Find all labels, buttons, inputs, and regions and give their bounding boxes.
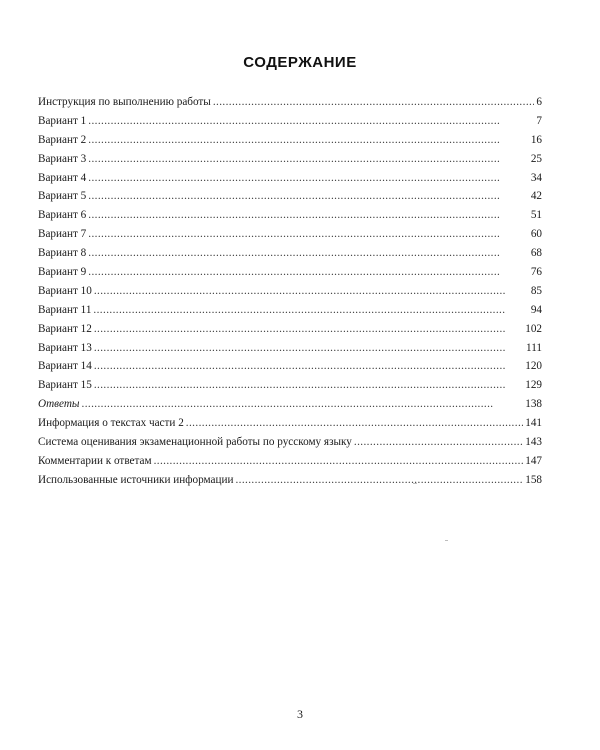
toc-entry-label: Вариант 3 <box>38 152 87 165</box>
toc-entry-label: Вариант 2 <box>38 133 87 146</box>
toc-entry-page: 129 <box>525 379 542 392</box>
toc-entry-label: Вариант 11 <box>38 303 92 316</box>
toc-entry-page: 68 <box>530 247 542 260</box>
toc-entry-page: 120 <box>525 360 542 373</box>
toc-entry-page: 51 <box>530 209 542 222</box>
toc-dot-leader <box>235 471 523 490</box>
toc-entry-page: 60 <box>530 228 542 241</box>
toc-entry-page: 102 <box>525 322 542 335</box>
toc-entry <box>38 244 542 263</box>
toc-entry-page: 141 <box>525 417 542 430</box>
toc-dot-leader <box>94 282 529 301</box>
toc-entry-page: 143 <box>525 436 542 449</box>
toc-dot-leader <box>93 301 528 320</box>
toc-entry <box>38 471 542 490</box>
toc-entry-page: 16 <box>530 133 542 146</box>
toc-entry-label: Вариант 4 <box>38 171 87 184</box>
toc-entry-page: 42 <box>530 190 542 203</box>
toc-dot-leader <box>94 357 523 376</box>
toc-entry-page: 85 <box>530 284 542 297</box>
toc-dot-leader <box>94 320 523 339</box>
toc-entry <box>38 414 542 433</box>
toc-entry <box>38 93 542 112</box>
toc-entry-label: Ответы <box>38 398 80 411</box>
toc-entry-label: Комментарии к ответам <box>38 454 152 467</box>
table-of-contents <box>38 93 542 490</box>
toc-entry-page: 7 <box>536 114 542 127</box>
toc-dot-leader <box>354 433 523 452</box>
toc-entry <box>38 301 542 320</box>
toc-entry-label: Вариант 14 <box>38 360 92 373</box>
toc-dot-leader <box>88 169 529 188</box>
toc-entry-page: 6 <box>536 96 542 108</box>
scan-speck <box>445 540 448 541</box>
toc-entry-label: Вариант 7 <box>38 228 87 241</box>
toc-entry-label: Вариант 1 <box>38 114 87 127</box>
page-title: СОДЕРЖАНИЕ <box>243 54 357 71</box>
toc-entry-page: 158 <box>525 473 542 486</box>
toc-entry-label: Вариант 15 <box>38 379 92 392</box>
toc-dot-leader <box>186 414 523 433</box>
toc-entry-page: 138 <box>525 398 542 411</box>
toc-dot-leader <box>88 244 529 263</box>
toc-dot-leader <box>82 395 524 414</box>
toc-entry-label: Использованные источники информации <box>38 473 234 486</box>
toc-entry-label: Информация о текстах части 2 <box>38 417 184 430</box>
toc-entry-label: Вариант 10 <box>38 284 92 297</box>
toc-entry-label: Система оценивания экзаменационной работы по русскому языку <box>38 436 352 449</box>
toc-entry-page: 76 <box>530 266 542 279</box>
toc-entry-label: Вариант 8 <box>38 247 87 260</box>
toc-entry-label: Вариант 13 <box>38 341 92 354</box>
toc-dot-leader <box>213 93 535 112</box>
toc-entry <box>38 225 542 244</box>
toc-dot-leader <box>88 206 529 225</box>
toc-entry <box>38 395 542 414</box>
toc-dot-leader <box>94 376 523 395</box>
toc-entry <box>38 376 542 395</box>
toc-entry-label: Вариант 12 <box>38 322 92 335</box>
toc-entry <box>38 282 542 301</box>
toc-dot-leader <box>88 131 529 150</box>
toc-entry <box>38 320 542 339</box>
toc-entry-label: Вариант 9 <box>38 266 87 279</box>
toc-entry <box>38 339 542 358</box>
toc-dot-leader <box>94 339 524 358</box>
toc-entry-page: 34 <box>530 171 542 184</box>
toc-entry-label: Инструкция по выполнению работы <box>38 96 211 108</box>
scan-speck <box>413 483 417 484</box>
toc-entry <box>38 206 542 225</box>
toc-dot-leader <box>154 452 524 471</box>
toc-entry <box>38 150 542 169</box>
toc-entry <box>38 357 542 376</box>
toc-entry <box>38 131 542 150</box>
toc-dot-leader <box>88 150 529 169</box>
page-number: 3 <box>297 707 303 721</box>
toc-entry-page: 147 <box>525 454 542 467</box>
toc-entry <box>38 263 542 282</box>
toc-dot-leader <box>88 112 534 131</box>
toc-dot-leader <box>88 263 529 282</box>
toc-entry-label: Вариант 5 <box>38 190 87 203</box>
toc-entry <box>38 433 542 452</box>
toc-dot-leader <box>88 187 529 206</box>
toc-entry-label: Вариант 6 <box>38 209 87 222</box>
toc-dot-leader <box>88 225 529 244</box>
toc-entry <box>38 187 542 206</box>
toc-entry <box>38 112 542 131</box>
toc-entry <box>38 452 542 471</box>
toc-entry-page: 25 <box>530 152 542 165</box>
toc-entry <box>38 169 542 188</box>
toc-entry-page: 111 <box>526 341 542 354</box>
toc-entry-page: 94 <box>530 303 542 316</box>
